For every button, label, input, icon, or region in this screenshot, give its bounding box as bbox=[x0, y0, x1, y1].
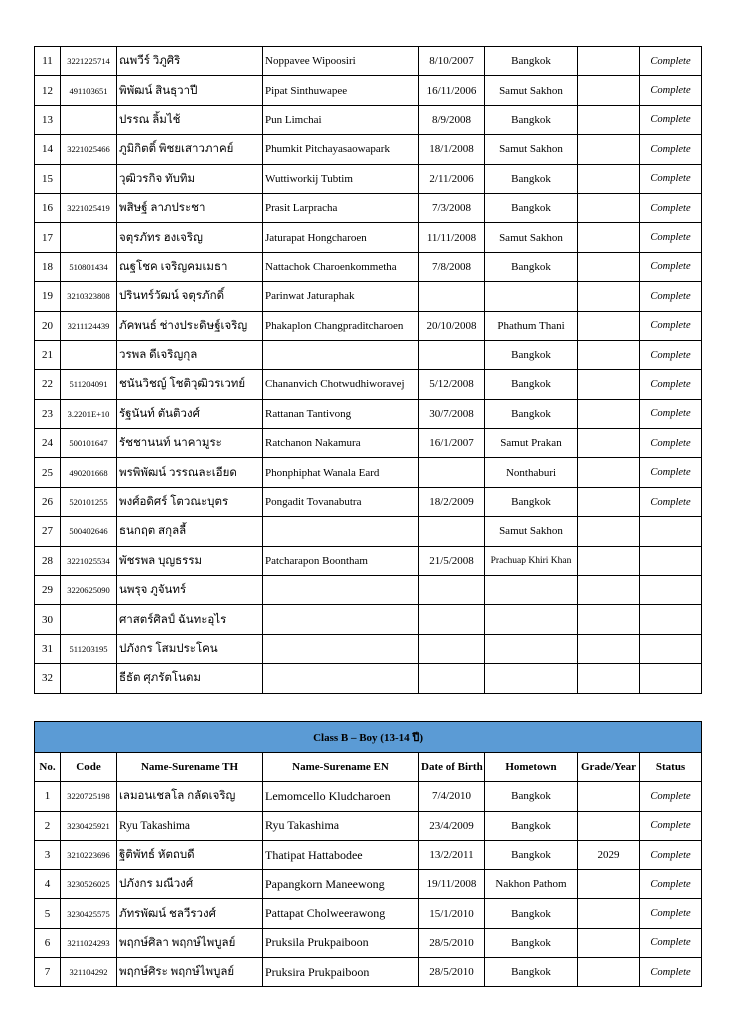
row-name-en: Thatipat Hattabodee bbox=[263, 840, 419, 869]
row-name-en: Chananvich Chotwudhiworavej bbox=[263, 370, 419, 399]
row-code: 3211024293 bbox=[61, 928, 117, 957]
header-dob: Date of Birth bbox=[419, 753, 485, 782]
row-status: Complete bbox=[640, 782, 702, 811]
class-b-title: Class B – Boy (13-14 ปี) bbox=[35, 722, 702, 753]
row-number: 7 bbox=[35, 958, 61, 987]
row-code bbox=[61, 223, 117, 252]
row-code: 3210323808 bbox=[61, 282, 117, 311]
row-status: Complete bbox=[640, 487, 702, 516]
row-dob: 2/11/2006 bbox=[419, 164, 485, 193]
row-hometown: Bangkok bbox=[485, 399, 578, 428]
row-grade bbox=[578, 311, 640, 340]
row-number: 24 bbox=[35, 429, 61, 458]
row-name-th: นพรุจ ภูจันทร์ bbox=[117, 576, 263, 605]
row-hometown: Bangkok bbox=[485, 928, 578, 957]
row-code: 3230425575 bbox=[61, 899, 117, 928]
row-name-th: ปรินทร์วัฒน์ จตุรภักดิ์ bbox=[117, 282, 263, 311]
row-status bbox=[640, 605, 702, 634]
row-grade bbox=[578, 870, 640, 899]
row-status: Complete bbox=[640, 811, 702, 840]
row-number: 14 bbox=[35, 135, 61, 164]
row-name-th: พฤกษ์ศิระ พฤกษ์ไพบูลย์ bbox=[117, 958, 263, 987]
row-dob: 13/2/2011 bbox=[419, 840, 485, 869]
row-name-en bbox=[263, 664, 419, 693]
row-grade bbox=[578, 958, 640, 987]
row-status: Complete bbox=[640, 370, 702, 399]
row-status: Complete bbox=[640, 458, 702, 487]
row-dob bbox=[419, 576, 485, 605]
row-hometown: Bangkok bbox=[485, 370, 578, 399]
table-row bbox=[35, 76, 702, 105]
row-code: 321104292 bbox=[61, 958, 117, 987]
row-code: 3230425921 bbox=[61, 811, 117, 840]
row-name-en: Ratchanon Nakamura bbox=[263, 429, 419, 458]
row-name-en: Pongadit Tovanabutra bbox=[263, 487, 419, 516]
row-number: 16 bbox=[35, 193, 61, 222]
header-grade: Grade/Year bbox=[578, 753, 640, 782]
row-dob: 28/5/2010 bbox=[419, 958, 485, 987]
table-row bbox=[35, 370, 702, 399]
row-name-en: Pattapat Cholweerawong bbox=[263, 899, 419, 928]
row-grade bbox=[578, 517, 640, 546]
row-hometown: Bangkok bbox=[485, 840, 578, 869]
table-row bbox=[35, 782, 702, 811]
row-grade bbox=[578, 399, 640, 428]
table-row bbox=[35, 870, 702, 899]
row-name-en: Noppavee Wipoosiri bbox=[263, 47, 419, 76]
row-name-th: ปภังกร มณีวงศ์ bbox=[117, 870, 263, 899]
row-code: 511203195 bbox=[61, 634, 117, 663]
row-number: 15 bbox=[35, 164, 61, 193]
row-grade bbox=[578, 605, 640, 634]
row-dob: 8/10/2007 bbox=[419, 47, 485, 76]
table-row bbox=[35, 840, 702, 869]
table-row bbox=[35, 811, 702, 840]
row-hometown: Samut Sakhon bbox=[485, 517, 578, 546]
row-dob: 20/10/2008 bbox=[419, 311, 485, 340]
row-name-th: ภัทรพัฒน์ ชลวีรวงศ์ bbox=[117, 899, 263, 928]
row-grade bbox=[578, 193, 640, 222]
row-hometown: Nakhon Pathom bbox=[485, 870, 578, 899]
row-code bbox=[61, 164, 117, 193]
row-hometown: Bangkok bbox=[485, 340, 578, 369]
table-row bbox=[35, 135, 702, 164]
header-name-th: Name-Surename TH bbox=[117, 753, 263, 782]
table-row bbox=[35, 517, 702, 546]
row-name-en bbox=[263, 605, 419, 634]
row-dob bbox=[419, 664, 485, 693]
table-row bbox=[35, 576, 702, 605]
row-dob: 23/4/2009 bbox=[419, 811, 485, 840]
row-code: 490201668 bbox=[61, 458, 117, 487]
table-row bbox=[35, 899, 702, 928]
row-name-en: Patcharapon Boontham bbox=[263, 546, 419, 575]
table-row bbox=[35, 223, 702, 252]
row-dob: 7/3/2008 bbox=[419, 193, 485, 222]
row-status: Complete bbox=[640, 340, 702, 369]
row-code: 511204091 bbox=[61, 370, 117, 399]
table-row bbox=[35, 164, 702, 193]
row-grade bbox=[578, 899, 640, 928]
row-name-th: ภูมิกิตติ์ พิชยเสาวภาคย์ bbox=[117, 135, 263, 164]
row-code: 3230526025 bbox=[61, 870, 117, 899]
row-grade bbox=[578, 135, 640, 164]
table-row bbox=[35, 282, 702, 311]
row-grade bbox=[578, 782, 640, 811]
table-row bbox=[35, 311, 702, 340]
row-number: 28 bbox=[35, 546, 61, 575]
row-number: 2 bbox=[35, 811, 61, 840]
row-number: 12 bbox=[35, 76, 61, 105]
table-row bbox=[35, 429, 702, 458]
row-hometown bbox=[485, 576, 578, 605]
row-grade bbox=[578, 164, 640, 193]
row-grade bbox=[578, 634, 640, 663]
row-status: Complete bbox=[640, 135, 702, 164]
row-status: Complete bbox=[640, 928, 702, 957]
row-dob: 18/1/2008 bbox=[419, 135, 485, 164]
row-name-en: Papangkorn Maneewong bbox=[263, 870, 419, 899]
row-hometown: Bangkok bbox=[485, 958, 578, 987]
row-code bbox=[61, 340, 117, 369]
row-name-en bbox=[263, 340, 419, 369]
row-name-en: Lemomcello Kludcharoen bbox=[263, 782, 419, 811]
row-hometown bbox=[485, 634, 578, 663]
row-number: 21 bbox=[35, 340, 61, 369]
row-grade bbox=[578, 576, 640, 605]
row-name-th: เลมอนเชลโล กลัดเจริญ bbox=[117, 782, 263, 811]
row-name-th: ปรรณ ลิ้มไช้ bbox=[117, 105, 263, 134]
row-name-th: ณฐโชค เจริญคมเมธา bbox=[117, 252, 263, 281]
table-row bbox=[35, 47, 702, 76]
row-hometown: Bangkok bbox=[485, 105, 578, 134]
row-number: 1 bbox=[35, 782, 61, 811]
table-row bbox=[35, 664, 702, 693]
row-dob bbox=[419, 634, 485, 663]
row-number: 30 bbox=[35, 605, 61, 634]
row-dob: 28/5/2010 bbox=[419, 928, 485, 957]
row-hometown bbox=[485, 605, 578, 634]
table-row bbox=[35, 605, 702, 634]
row-code: 3221025466 bbox=[61, 135, 117, 164]
row-number: 19 bbox=[35, 282, 61, 311]
row-code: 3211124439 bbox=[61, 311, 117, 340]
row-number: 6 bbox=[35, 928, 61, 957]
row-grade bbox=[578, 429, 640, 458]
row-number: 29 bbox=[35, 576, 61, 605]
row-code bbox=[61, 105, 117, 134]
row-status: Complete bbox=[640, 429, 702, 458]
row-hometown: Samut Sakhon bbox=[485, 135, 578, 164]
row-number: 25 bbox=[35, 458, 61, 487]
row-name-th: ภัคพนธ์ ช่างประดิษฐ์เจริญ bbox=[117, 311, 263, 340]
header-no: No. bbox=[35, 753, 61, 782]
row-grade bbox=[578, 340, 640, 369]
row-name-th: ปภังกร โสมประโคน bbox=[117, 634, 263, 663]
row-status: Complete bbox=[640, 958, 702, 987]
row-dob: 18/2/2009 bbox=[419, 487, 485, 516]
row-hometown: Samut Sakhon bbox=[485, 76, 578, 105]
row-name-en: Parinwat Jaturaphak bbox=[263, 282, 419, 311]
row-number: 17 bbox=[35, 223, 61, 252]
row-code: 3221025419 bbox=[61, 193, 117, 222]
row-dob bbox=[419, 340, 485, 369]
row-grade bbox=[578, 252, 640, 281]
row-name-en: Phumkit Pitchayasaowapark bbox=[263, 135, 419, 164]
row-hometown bbox=[485, 282, 578, 311]
row-hometown: Nonthaburi bbox=[485, 458, 578, 487]
row-grade bbox=[578, 370, 640, 399]
row-status bbox=[640, 576, 702, 605]
row-number: 27 bbox=[35, 517, 61, 546]
row-status: Complete bbox=[640, 282, 702, 311]
row-status: Complete bbox=[640, 47, 702, 76]
row-code: 510801434 bbox=[61, 252, 117, 281]
row-name-en: Prasit Larpracha bbox=[263, 193, 419, 222]
row-name-th: รัฐนันท์ ตันติวงศ์ bbox=[117, 399, 263, 428]
row-name-th: วุฒิวรกิจ ทับทิม bbox=[117, 164, 263, 193]
header-code: Code bbox=[61, 753, 117, 782]
row-status bbox=[640, 517, 702, 546]
row-dob: 8/9/2008 bbox=[419, 105, 485, 134]
row-grade bbox=[578, 105, 640, 134]
row-number: 23 bbox=[35, 399, 61, 428]
table-row bbox=[35, 458, 702, 487]
row-name-th: วรพล ดีเจริญกุล bbox=[117, 340, 263, 369]
row-name-en: Pruksila Prukpaiboon bbox=[263, 928, 419, 957]
table-row bbox=[35, 193, 702, 222]
header-name-en: Name-Surename EN bbox=[263, 753, 419, 782]
row-number: 31 bbox=[35, 634, 61, 663]
row-status: Complete bbox=[640, 105, 702, 134]
row-code: 3220625090 bbox=[61, 576, 117, 605]
row-dob: 19/11/2008 bbox=[419, 870, 485, 899]
row-name-en: Pruksira Prukpaiboon bbox=[263, 958, 419, 987]
row-dob: 16/1/2007 bbox=[419, 429, 485, 458]
row-name-th: ธนกฤต สกุลลี้ bbox=[117, 517, 263, 546]
row-name-th: พิพัฒน์ สินธุวาปี bbox=[117, 76, 263, 105]
table-row bbox=[35, 399, 702, 428]
row-grade bbox=[578, 47, 640, 76]
row-name-th: ฐิติพัทธ์ หัตถบดี bbox=[117, 840, 263, 869]
row-code: 491103651 bbox=[61, 76, 117, 105]
row-number: 32 bbox=[35, 664, 61, 693]
row-name-th: พฤกษ์ศิลา พฤกษ์ไพบูลย์ bbox=[117, 928, 263, 957]
row-grade bbox=[578, 458, 640, 487]
row-name-th: รัชชานนท์ นาคามูระ bbox=[117, 429, 263, 458]
row-dob: 7/4/2010 bbox=[419, 782, 485, 811]
header-status: Status bbox=[640, 753, 702, 782]
row-name-en: Ryu Takashima bbox=[263, 811, 419, 840]
row-number: 26 bbox=[35, 487, 61, 516]
row-dob: 11/11/2008 bbox=[419, 223, 485, 252]
row-dob bbox=[419, 605, 485, 634]
row-name-th: ณพวีร์ วิภูศิริ bbox=[117, 47, 263, 76]
row-grade: 2029 bbox=[578, 840, 640, 869]
column-header-row bbox=[35, 753, 702, 782]
row-name-en: Rattanan Tantivong bbox=[263, 399, 419, 428]
row-status: Complete bbox=[640, 193, 702, 222]
row-name-th: จตุรภัทร ฮงเจริญ bbox=[117, 223, 263, 252]
row-grade bbox=[578, 664, 640, 693]
row-name-en: Phonphiphat Wanala Eard bbox=[263, 458, 419, 487]
row-name-th: ธีธัต ศุภรัตโนดม bbox=[117, 664, 263, 693]
row-status: Complete bbox=[640, 76, 702, 105]
row-name-th: พงศ์อดิศร์ โตวณะบุตร bbox=[117, 487, 263, 516]
row-hometown: Bangkok bbox=[485, 252, 578, 281]
class-a-table bbox=[34, 46, 702, 694]
row-status bbox=[640, 634, 702, 663]
row-hometown: Bangkok bbox=[485, 811, 578, 840]
row-dob: 16/11/2006 bbox=[419, 76, 485, 105]
row-name-th: ชนันวิชญ์ โชติวุฒิวรเวทย์ bbox=[117, 370, 263, 399]
table-row bbox=[35, 958, 702, 987]
row-status: Complete bbox=[640, 311, 702, 340]
row-grade bbox=[578, 282, 640, 311]
row-name-en: Pun Limchai bbox=[263, 105, 419, 134]
row-hometown: Bangkok bbox=[485, 782, 578, 811]
row-hometown: Bangkok bbox=[485, 487, 578, 516]
row-dob: 7/8/2008 bbox=[419, 252, 485, 281]
row-dob bbox=[419, 458, 485, 487]
row-dob: 30/7/2008 bbox=[419, 399, 485, 428]
row-code: 3220725198 bbox=[61, 782, 117, 811]
row-hometown: Bangkok bbox=[485, 47, 578, 76]
row-name-th: Ryu Takashima bbox=[117, 811, 263, 840]
row-code: 500101647 bbox=[61, 429, 117, 458]
table-row bbox=[35, 928, 702, 957]
table-row bbox=[35, 252, 702, 281]
row-grade bbox=[578, 928, 640, 957]
row-status: Complete bbox=[640, 223, 702, 252]
row-status bbox=[640, 664, 702, 693]
row-number: 22 bbox=[35, 370, 61, 399]
row-number: 20 bbox=[35, 311, 61, 340]
row-grade bbox=[578, 487, 640, 516]
row-number: 13 bbox=[35, 105, 61, 134]
row-number: 4 bbox=[35, 870, 61, 899]
row-name-en: Phakaplon Changpraditcharoen bbox=[263, 311, 419, 340]
row-dob: 15/1/2010 bbox=[419, 899, 485, 928]
row-name-en bbox=[263, 517, 419, 546]
row-code: 3210223696 bbox=[61, 840, 117, 869]
row-code: 3.2201E+10 bbox=[61, 399, 117, 428]
row-status: Complete bbox=[640, 252, 702, 281]
table-row bbox=[35, 105, 702, 134]
row-number: 3 bbox=[35, 840, 61, 869]
row-name-en: Wuttiworkij Tubtim bbox=[263, 164, 419, 193]
row-status: Complete bbox=[640, 899, 702, 928]
row-code bbox=[61, 664, 117, 693]
row-code: 520101255 bbox=[61, 487, 117, 516]
row-grade bbox=[578, 546, 640, 575]
row-number: 18 bbox=[35, 252, 61, 281]
row-hometown bbox=[485, 664, 578, 693]
row-dob bbox=[419, 282, 485, 311]
row-dob: 5/12/2008 bbox=[419, 370, 485, 399]
row-code: 3221025534 bbox=[61, 546, 117, 575]
row-name-en: Pipat Sinthuwapee bbox=[263, 76, 419, 105]
class-b-table bbox=[34, 721, 702, 987]
row-code: 3221225714 bbox=[61, 47, 117, 76]
row-name-en bbox=[263, 634, 419, 663]
row-grade bbox=[578, 223, 640, 252]
table-row bbox=[35, 340, 702, 369]
row-dob: 21/5/2008 bbox=[419, 546, 485, 575]
row-name-en bbox=[263, 576, 419, 605]
row-number: 11 bbox=[35, 47, 61, 76]
row-hometown: Samut Sakhon bbox=[485, 223, 578, 252]
row-hometown: Bangkok bbox=[485, 899, 578, 928]
row-status: Complete bbox=[640, 399, 702, 428]
row-name-en: Nattachok Charoenkommetha bbox=[263, 252, 419, 281]
row-name-en: Jaturapat Hongcharoen bbox=[263, 223, 419, 252]
row-name-th: พัชรพล บุญธรรม bbox=[117, 546, 263, 575]
row-dob bbox=[419, 517, 485, 546]
row-code bbox=[61, 605, 117, 634]
row-hometown: Bangkok bbox=[485, 193, 578, 222]
row-status: Complete bbox=[640, 840, 702, 869]
table-row bbox=[35, 634, 702, 663]
row-code: 500402646 bbox=[61, 517, 117, 546]
row-name-th: ศาสตร์ศิลป์ ฉันทะอุไร bbox=[117, 605, 263, 634]
row-status bbox=[640, 546, 702, 575]
row-status: Complete bbox=[640, 870, 702, 899]
table-row bbox=[35, 487, 702, 516]
row-hometown: Phathum Thani bbox=[485, 311, 578, 340]
table-row bbox=[35, 546, 702, 575]
row-name-th: พสิษฐ์ ลาภประชา bbox=[117, 193, 263, 222]
row-name-th: พรพิพัฒน์ วรรณละเอียด bbox=[117, 458, 263, 487]
row-grade bbox=[578, 76, 640, 105]
row-hometown: Samut Prakan bbox=[485, 429, 578, 458]
row-hometown: Prachuap Khiri Khan bbox=[485, 546, 578, 575]
row-hometown: Bangkok bbox=[485, 164, 578, 193]
header-hometown: Hometown bbox=[485, 753, 578, 782]
row-number: 5 bbox=[35, 899, 61, 928]
row-grade bbox=[578, 811, 640, 840]
row-status: Complete bbox=[640, 164, 702, 193]
